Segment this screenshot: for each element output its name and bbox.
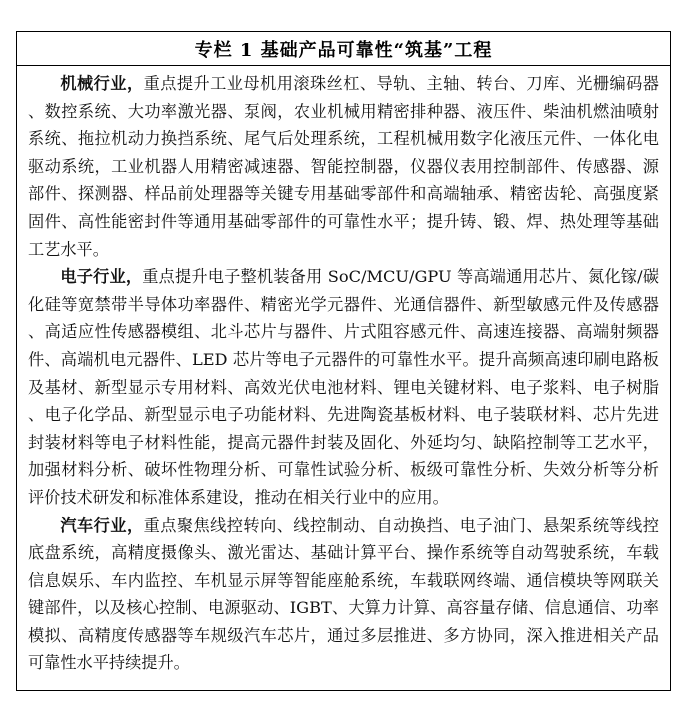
column-box (16, 31, 671, 691)
paragraph-lead: 电子行业， (60, 267, 143, 287)
paragraph-lead: 汽车行业， (60, 515, 144, 535)
paragraph-text: 重点提升电子整机装备用 SoC/MCU/GPU 等高端通用芯片、氮化镓/碳化硅等宽禁带半导体功率器件、精密光学元器件、光通信器件、新型敏感元件及传感器、高适应性传感器模组、北斗芯片与器件、片式阻容感元件、高速连接器、高端射频器件、高端机电元器件、LED 芯片等电子元器件的可靠性水平。提升高频高速印刷电路板及基材、新型显示专用材料、高效光伏电池材料、锂电关键材料、电子浆料、电子树脂、电子化学品、新型显示电子功能材料、先进陶瓷基板材料、电子装联材料、芯片先进封装材料等电子材料性能，提高元器件封装及固化、外延均匀、缺陷控制等工艺水平，加强材料分析、破坏性物理分析、可靠性试验分析、板级可靠性分析、失效分析等分析评价技术研发和标准体系建设，推动在相关行业中的应用。 (28, 267, 660, 507)
column-content (17, 66, 670, 677)
paragraph-text: 重点提升工业母机用滚珠丝杠、导轨、主轴、转台、刀库、光栅编码器、数控系统、大功率激光器、泵阀，农业机械用精密排种器、液压件、柴油机燃油喷射系统、拖拉机动力换挡系统、尾气后处理系统，工程机械用数字化液压元件、一体化电驱动系统，工业机器人用精密减速器、智能控制器，仪器仪表用控制部件、传感器、源部件、探测器、样品前处理器等关键专用基础零部件和高端轴承、精密齿轮、高强度紧固件、高性能密封件等通用基础零部件的可靠性水平；提升铸、锻、焊、热处理等基础工艺水平。 (28, 74, 659, 259)
column-title: 专栏 1 基础产品可靠性“筑基”工程 (194, 39, 493, 61)
paragraph-electronics (28, 263, 659, 511)
paragraph-automotive (28, 512, 659, 678)
paragraph-machinery (28, 70, 659, 263)
paragraph-text: 重点聚焦线控转向、线控制动、自动换挡、电子油门、悬架系统等线控底盘系统，高精度摄像头、激光雷达、基础计算平台、操作系统等自动驾驶系统，车载信息娱乐、车内监控、车机显示屏等智能座舱系统，车载联网终端、通信模块等网联关键部件，以及核心控制、电源驱动、IGBT、大算力计算、高容量存储、信息通信、功率模拟、高精度传感器等车规级汽车芯片，通过多层推进、多方协同，深入推进相关产品可靠性水平持续提升。 (28, 515, 659, 673)
column-title-row (17, 32, 670, 66)
paragraph-lead: 机械行业， (60, 74, 144, 93)
